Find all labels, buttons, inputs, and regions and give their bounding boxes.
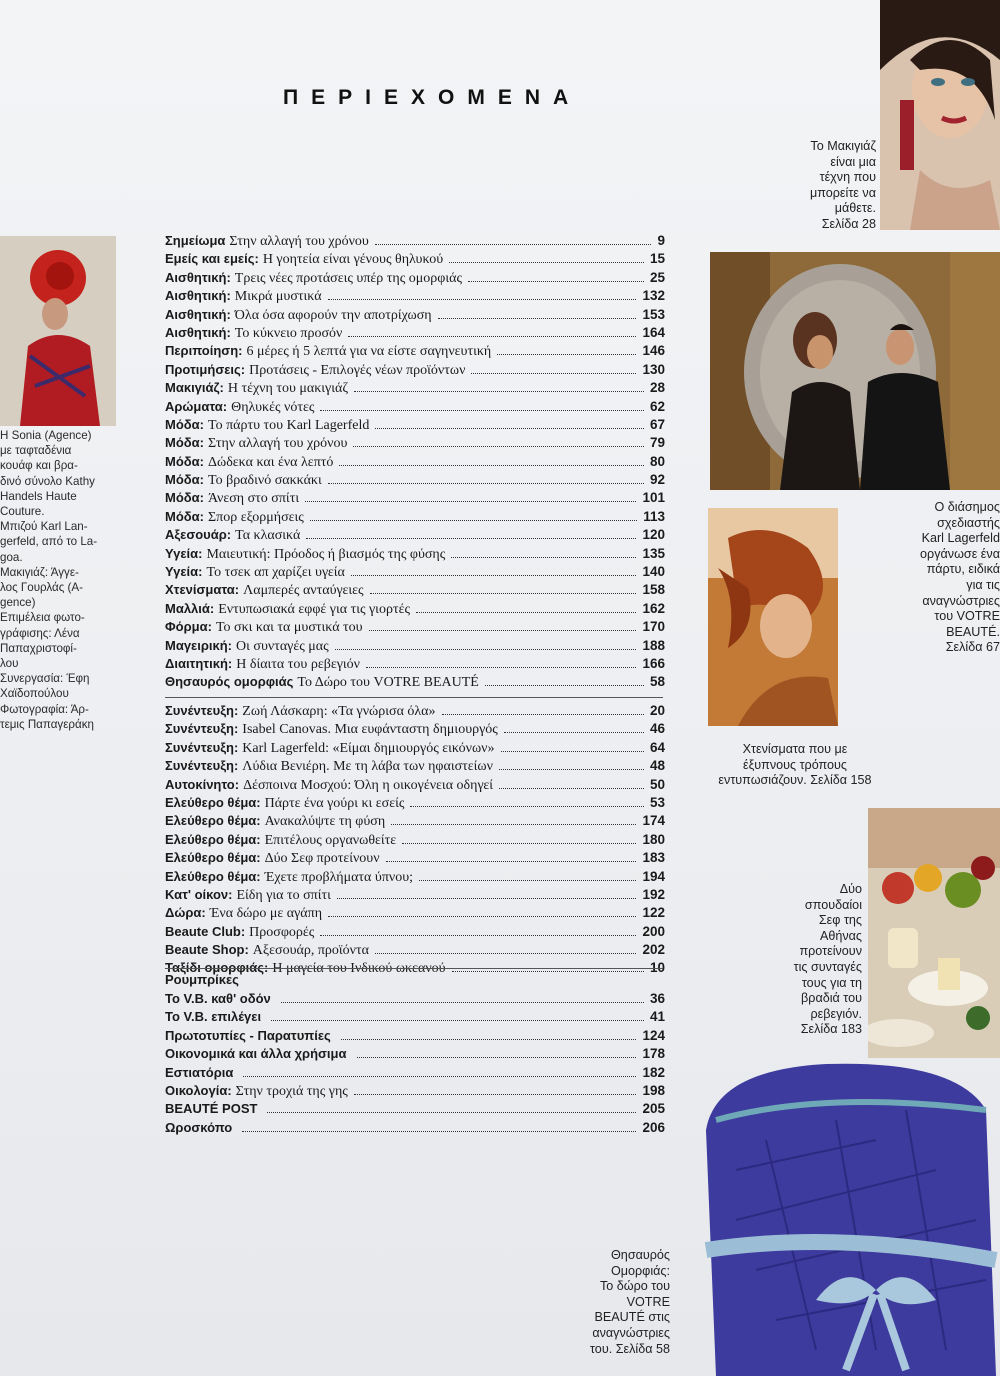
toc-entry — [165, 812, 665, 830]
toc-entry-title: Πάρτε ένα γούρι κι εσείς — [264, 795, 405, 811]
toc-entry-title: Σπορ εξορμήσεις — [207, 509, 304, 525]
dot-leader — [305, 501, 636, 502]
toc-entry-category: Ελεύθερο θέμα: — [165, 794, 261, 810]
toc-entry — [165, 1100, 665, 1118]
dot-leader — [485, 685, 644, 686]
toc-entry-page-number: 200 — [642, 923, 665, 939]
toc-entry-page-number: 146 — [642, 343, 665, 359]
toc-entry-page-number: 170 — [642, 619, 665, 635]
caption-gift: Θησαυρός Ομορφιάς: Το δώρο του VOTRE BEAUTÉ στις αναγνώστριες του. Σελίδα 58 — [590, 1248, 670, 1356]
dot-leader — [402, 843, 636, 844]
toc-entry-title: Η γοητεία είναι γένους θηλυκού — [262, 252, 444, 268]
toc-entry — [165, 232, 665, 250]
chefs-food-photo — [868, 808, 1000, 1058]
toc-entry-category: Θησαυρός ομορφιάς — [165, 674, 294, 690]
toc-entry — [165, 673, 665, 691]
toc-entry-category: Περιποίηση: — [165, 343, 243, 359]
toc-entry-title: Εντυπωσιακά εφφέ για τις γιορτές — [218, 601, 410, 617]
toc-entry — [165, 471, 665, 489]
toc-entry-category: Ελεύθερο θέμα: — [165, 831, 261, 847]
toc-entry-title: Έχετε προβλήματα ύπνου; — [264, 869, 414, 885]
toc-entry-page-number: 182 — [642, 1064, 665, 1080]
dot-leader — [351, 575, 637, 576]
dot-leader — [375, 953, 637, 954]
toc-entry-page-number: 50 — [649, 776, 665, 792]
dot-leader — [442, 714, 644, 715]
toc-entry-category: Μόδα: — [165, 453, 204, 469]
toc-main-section — [165, 232, 665, 692]
toc-entry-category: Υγεία: — [165, 545, 203, 561]
dot-leader — [499, 788, 644, 789]
toc-entry — [165, 923, 665, 941]
toc-entry-page-number: 9 — [657, 233, 665, 248]
toc-entry-category: Μακιγιάζ: — [165, 380, 224, 396]
toc-entry-page-number: 130 — [642, 361, 665, 377]
toc-entry-category: Συνέντευξη: — [165, 703, 239, 718]
toc-entry-page-number: 178 — [642, 1046, 665, 1062]
dot-leader — [452, 971, 644, 972]
dot-leader — [353, 446, 644, 447]
toc-entry-title: Isabel Canovas. Μια ευφάνταστη δημιουργός — [242, 722, 498, 738]
lagerfeld-party-photo — [710, 252, 1000, 490]
toc-features-section — [165, 702, 665, 978]
toc-entry-category: Αξεσουάρ: — [165, 527, 232, 543]
toc-entry-page-number: 135 — [642, 545, 665, 561]
toc-entry-page-number: 28 — [649, 380, 665, 396]
toc-entry — [165, 398, 665, 416]
toc-entry-page-number: 80 — [649, 453, 665, 469]
dot-leader — [375, 428, 644, 429]
toc-entry-page-number: 53 — [649, 794, 665, 810]
toc-entry — [165, 526, 665, 544]
dot-leader — [320, 410, 644, 411]
toc-entry-title: 6 μέρες ή 5 λεπτά για να είστε σαγηνευτική — [246, 344, 492, 360]
toc-entry-category: Αρώματα: — [165, 398, 228, 414]
caption-hairstyles: Χτενίσματα που με έξυπνους τρόπους εντυπωσιάζουν. Σελίδα 158 — [718, 742, 872, 788]
dot-leader — [416, 612, 636, 613]
toc-entry — [165, 581, 665, 599]
toc-entry-category: Μαγειρική: — [165, 637, 233, 653]
toc-entry — [165, 757, 665, 775]
toc-entry — [165, 720, 665, 738]
dot-leader — [354, 1094, 637, 1095]
toc-entry — [165, 1045, 665, 1063]
toc-entry-category: Προτιμήσεις: — [165, 361, 246, 377]
toc-entry — [165, 739, 665, 757]
toc-entry-title: Δώδεκα και ένα λεπτό — [207, 454, 334, 470]
dot-leader — [468, 281, 644, 282]
cover-credits: Η Sonia (Agence) με ταφταδένια κουάφ και βρα- δινό σύνολο Kathy Handels Haute Couture. Μπιζού Karl Lan- gerfeld, από το La- goa. Μακιγιάζ: Άγγε- λος Γουρλάς (A- gence) Επιμέλεια φωτο- γράφισης: Λένα Παπαχριστοφί- λου Συνεργασία: Έφη Χαϊδοπούλου Φωτογραφία: Άρ- τεμις Παπαγεράκη — [0, 429, 98, 731]
gift-cosmetic-bag-photo — [676, 1050, 1000, 1376]
toc-entry-page-number: 20 — [649, 703, 665, 718]
toc-entry-category: Μόδα: — [165, 472, 204, 488]
toc-entry-category: Συνέντευξη: — [165, 758, 239, 774]
toc-entry-page-number: 153 — [642, 306, 665, 322]
dot-leader — [369, 630, 637, 631]
toc-entry-title: Στην αλλαγή του χρόνου — [229, 234, 369, 249]
toc-entry — [165, 618, 665, 636]
toc-entry-page-number: 46 — [649, 721, 665, 737]
toc-entry-title: Οι συνταγές μας — [236, 638, 329, 654]
caption-chefs: Δύο σπουδαίοι Σεφ της Αθήνας προτείνουν τις συνταγές τους για τη βραδιά του ρεβεγιόν. Σελίδα 183 — [793, 882, 862, 1037]
dot-leader — [243, 1076, 636, 1077]
toc-entry — [165, 269, 665, 287]
toc-entry-title: Προτάσεις - Επιλογές νέων προϊόντων — [249, 362, 466, 378]
toc-entry-page-number: 198 — [642, 1082, 665, 1098]
toc-entry-category: Συνέντευξη: — [165, 739, 239, 755]
toc-entry-page-number: 140 — [642, 564, 665, 580]
toc-entry-category: Αισθητική: — [165, 269, 231, 285]
toc-entry-category: Κατ' οίκον: — [165, 886, 233, 902]
toc-entry-category: Μόδα: — [165, 435, 204, 451]
toc-entry — [165, 1027, 665, 1045]
dot-leader — [451, 557, 636, 558]
toc-entry — [165, 794, 665, 812]
toc-entry — [165, 904, 665, 922]
toc-entry-title: Λαμπερές ανταύγειες — [243, 583, 364, 599]
toc-entry — [165, 287, 665, 305]
toc-entry — [165, 886, 665, 904]
toc-entry-category: Μαλλιά: — [165, 600, 215, 616]
dot-leader — [267, 1112, 636, 1113]
dot-leader — [499, 769, 644, 770]
dot-leader — [370, 593, 637, 594]
toc-entry-category: Μόδα: — [165, 508, 204, 524]
toc-entry-page-number: 48 — [649, 758, 665, 774]
toc-entry-category: Σημείωμα — [165, 233, 226, 248]
toc-entry — [165, 508, 665, 526]
toc-entry-title: Το πάρτυ του Karl Lagerfeld — [207, 417, 370, 433]
dot-leader — [328, 299, 637, 300]
section-divider — [165, 697, 663, 698]
dot-leader — [497, 354, 636, 355]
toc-entry — [165, 702, 665, 720]
toc-entry-page-number: 64 — [649, 739, 665, 755]
dot-leader — [328, 483, 644, 484]
toc-entry-title: Μικρά μυστικά — [234, 289, 322, 305]
toc-entry-category: Οικολογία: — [165, 1082, 232, 1098]
toc-entry-category: Δώρα: — [165, 905, 206, 921]
toc-entry-category: Το V.B. επιλέγει — [165, 1009, 262, 1025]
toc-entry-title: Το τσεκ απ χαρίζει υγεία — [206, 565, 345, 581]
toc-entry — [165, 1082, 665, 1100]
dot-leader — [328, 916, 636, 917]
toc-entry-page-number: 174 — [642, 813, 665, 829]
toc-entry-page-number: 41 — [649, 1009, 665, 1025]
dot-leader — [348, 336, 636, 337]
toc-entry-title: Η δίαιτα του ρεβεγιόν — [236, 656, 360, 672]
makeup-photo — [880, 0, 1000, 230]
toc-entry-category: Ταξίδι ομορφιάς: — [165, 960, 269, 976]
toc-entry-category: Χτενίσματα: — [165, 582, 240, 598]
dot-leader — [339, 465, 644, 466]
toc-entry-title: Ζωή Λάσκαρη: «Τα γνώρισα όλα» — [242, 704, 436, 719]
toc-entry-category: Beaute Club: — [165, 923, 246, 939]
toc-entry-page-number: 10 — [649, 960, 665, 976]
toc-entry-category: Διαιτητική: — [165, 655, 233, 671]
toc-entry-page-number: 158 — [642, 582, 665, 598]
toc-entry-title: Η τέχνη του μακιγιάζ — [227, 381, 349, 397]
toc-entry — [165, 941, 665, 959]
toc-entry — [165, 416, 665, 434]
toc-entry-title: Άνεση στο σπίτι — [207, 491, 300, 507]
toc-entry-page-number: 79 — [649, 435, 665, 451]
toc-entry-page-number: 162 — [642, 600, 665, 616]
dot-leader — [391, 824, 636, 825]
toc-entry — [165, 868, 665, 886]
toc-entry-category: Ελεύθερο θέμα: — [165, 850, 261, 866]
toc-entry — [165, 990, 665, 1008]
toc-entry — [165, 1064, 665, 1082]
toc-entry — [165, 342, 665, 360]
toc-entry-title: Το βραδινό σακκάκι — [207, 473, 322, 489]
toc-entry-title: Karl Lagerfeld: «Είμαι δημιουργός εικόνων» — [242, 740, 495, 756]
dot-leader — [341, 1039, 637, 1040]
toc-entry-page-number: 113 — [643, 508, 665, 524]
toc-entry-category: Πρωτοτυπίες - Παρατυπίες — [165, 1027, 331, 1043]
toc-entry-title: Όλα όσα αφορούν την αποτρίχωση — [234, 307, 432, 323]
toc-rubrics-section — [165, 990, 665, 1137]
toc-entry — [165, 849, 665, 867]
toc-entry-title: Λύδια Βενιέρη. Με τη λάβα των ηφαιστείων — [242, 759, 493, 775]
toc-entry-title: Δέσποινα Μοσχού: Όλη η οικογένεια οδηγεί — [243, 777, 494, 793]
section-divider — [165, 968, 663, 969]
toc-entry-category: Συνέντευξη: — [165, 721, 239, 737]
caption-makeup: Το Μακιγιάζ είναι μια τέχνη που μπορείτε να μάθετε. Σελίδα 28 — [809, 139, 876, 231]
toc-entry-category: BEAUTÉ POST — [165, 1101, 258, 1117]
dot-leader — [366, 667, 636, 668]
toc-entry-title: Δύο Σεφ προτείνουν — [264, 851, 380, 867]
toc-entry-category: Υγεία: — [165, 564, 203, 580]
toc-entry-category: Ελεύθερο θέμα: — [165, 868, 261, 884]
toc-entry — [165, 637, 665, 655]
toc-entry-page-number: 166 — [642, 655, 665, 671]
toc-entry-page-number: 194 — [642, 868, 665, 884]
toc-entry-page-number: 120 — [642, 527, 665, 543]
toc-entry-title: Το κύκνειο προσόν — [234, 325, 343, 341]
toc-entry — [165, 600, 665, 618]
toc-entry-title: Αξεσουάρ, προϊόντα — [252, 943, 369, 959]
dot-leader — [357, 1057, 637, 1058]
hairstyle-photo — [708, 508, 838, 726]
toc-entry-page-number: 92 — [649, 472, 665, 488]
toc-entry-category: Ωροσκόπο — [165, 1119, 233, 1135]
rubrics-heading: Ρουμπρίκες — [165, 972, 239, 987]
toc-entry — [165, 545, 665, 563]
toc-entry — [165, 563, 665, 581]
toc-entry — [165, 361, 665, 379]
dot-leader — [320, 935, 636, 936]
toc-entry-title: Επιτέλους οργανωθείτε — [264, 832, 397, 848]
toc-entry-category: Μόδα: — [165, 416, 204, 432]
toc-entry-page-number: 36 — [649, 991, 665, 1006]
toc-entry-title: Ένα δώρο με αγάπη — [209, 906, 323, 922]
toc-entry-page-number: 192 — [642, 886, 665, 902]
dot-leader — [504, 732, 644, 733]
dot-leader — [375, 244, 652, 245]
toc-entry-category: Αυτοκίνητο: — [165, 776, 240, 792]
toc-entry-title: Ανακαλύψτε τη φύση — [264, 814, 386, 830]
toc-entry-title: Θηλυκές νότες — [231, 399, 315, 415]
dot-leader — [438, 318, 637, 319]
toc-entry-title: Η μαγεία του Ινδικού ωκεανού — [272, 961, 446, 977]
toc-entry-title: Τρεις νέες προτάσεις υπέρ της ομορφιάς — [234, 270, 462, 286]
toc-entry — [165, 453, 665, 471]
toc-entry-page-number: 180 — [642, 831, 665, 847]
toc-entry-category: Αισθητική: — [165, 306, 231, 322]
cover-photo-sonia — [0, 236, 116, 426]
toc-entry-title: Το Δώρο του VOTRE BEAUTÉ — [297, 675, 479, 691]
toc-entry-page-number: 15 — [649, 251, 665, 267]
dot-leader — [410, 806, 644, 807]
toc-entry-page-number: 183 — [642, 850, 665, 866]
caption-lagerfeld: Ο διάσημος σχεδιαστής Karl Lagerfeld οργάνωσε ένα πάρτυ, ειδικά για τις αναγνώστριες του VOTRE BEAUTÉ. Σελίδα 67 — [920, 500, 1000, 655]
dot-leader — [449, 262, 644, 263]
toc-entry-page-number: 205 — [642, 1101, 665, 1117]
dot-leader — [501, 751, 644, 752]
toc-entry-page-number: 202 — [642, 942, 665, 958]
toc-entry-title: Στην τροχιά της γης — [235, 1083, 348, 1099]
dot-leader — [281, 1002, 644, 1003]
toc-entry-category: Εστιατόρια — [165, 1064, 234, 1080]
toc-entry — [165, 379, 665, 397]
toc-entry-page-number: 101 — [642, 490, 665, 506]
page-title: ΠΕΡΙΕΧΟΜΕΝΑ — [283, 86, 582, 109]
toc-entry — [165, 1119, 665, 1137]
toc-entry-title: Μαιευτική: Πρόοδος ή βιασμός της φύσης — [206, 546, 446, 562]
dot-leader — [310, 520, 637, 521]
toc-entry-title: Τα κλασικά — [235, 528, 301, 544]
toc-entry-category: Αισθητική: — [165, 324, 231, 340]
toc-entry — [165, 1008, 665, 1026]
toc-entry-category: Αισθητική: — [165, 288, 231, 304]
dot-leader — [242, 1131, 636, 1132]
toc-entry-category: Εμείς και εμείς: — [165, 251, 259, 267]
dot-leader — [271, 1020, 644, 1021]
toc-entry — [165, 324, 665, 342]
toc-entry — [165, 776, 665, 794]
toc-entry-page-number: 132 — [642, 288, 665, 304]
toc-entry-category: Beaute Shop: — [165, 942, 249, 958]
toc-entry-page-number: 206 — [642, 1119, 665, 1135]
toc-entry-title: Προσφορές — [249, 924, 315, 940]
toc-entry-title: Το σκι και τα μυστικά του — [215, 620, 363, 636]
toc-entry — [165, 434, 665, 452]
toc-entry-title: Είδη για το σπίτι — [236, 887, 331, 903]
toc-entry-page-number: 58 — [649, 674, 665, 690]
toc-entry-page-number: 124 — [642, 1027, 665, 1043]
toc-entry-page-number: 188 — [642, 637, 665, 653]
dot-leader — [306, 538, 636, 539]
toc-entry-category: Το V.B. καθ' οδόν — [165, 991, 271, 1006]
toc-entry-page-number: 122 — [642, 905, 665, 921]
toc-entry-page-number: 67 — [649, 416, 665, 432]
dot-leader — [335, 649, 637, 650]
toc-entry — [165, 306, 665, 324]
toc-entry-category: Μόδα: — [165, 490, 204, 506]
toc-entry-category: Οικονομικά και άλλα χρήσιμα — [165, 1046, 347, 1062]
dot-leader — [471, 373, 636, 374]
toc-entry-title: Στην αλλαγή του χρόνου — [207, 436, 348, 452]
dot-leader — [386, 861, 637, 862]
toc-entry-page-number: 62 — [649, 398, 665, 414]
toc-entry-page-number: 164 — [642, 324, 665, 340]
toc-entry-category: Φόρμα: — [165, 619, 212, 635]
toc-entry-page-number: 25 — [649, 269, 665, 285]
dot-leader — [419, 880, 636, 881]
toc-entry — [165, 655, 665, 673]
dot-leader — [354, 391, 644, 392]
toc-entry-category: Ελεύθερο θέμα: — [165, 813, 261, 829]
toc-entry — [165, 489, 665, 507]
toc-entry — [165, 250, 665, 268]
dot-leader — [337, 898, 637, 899]
toc-entry — [165, 831, 665, 849]
